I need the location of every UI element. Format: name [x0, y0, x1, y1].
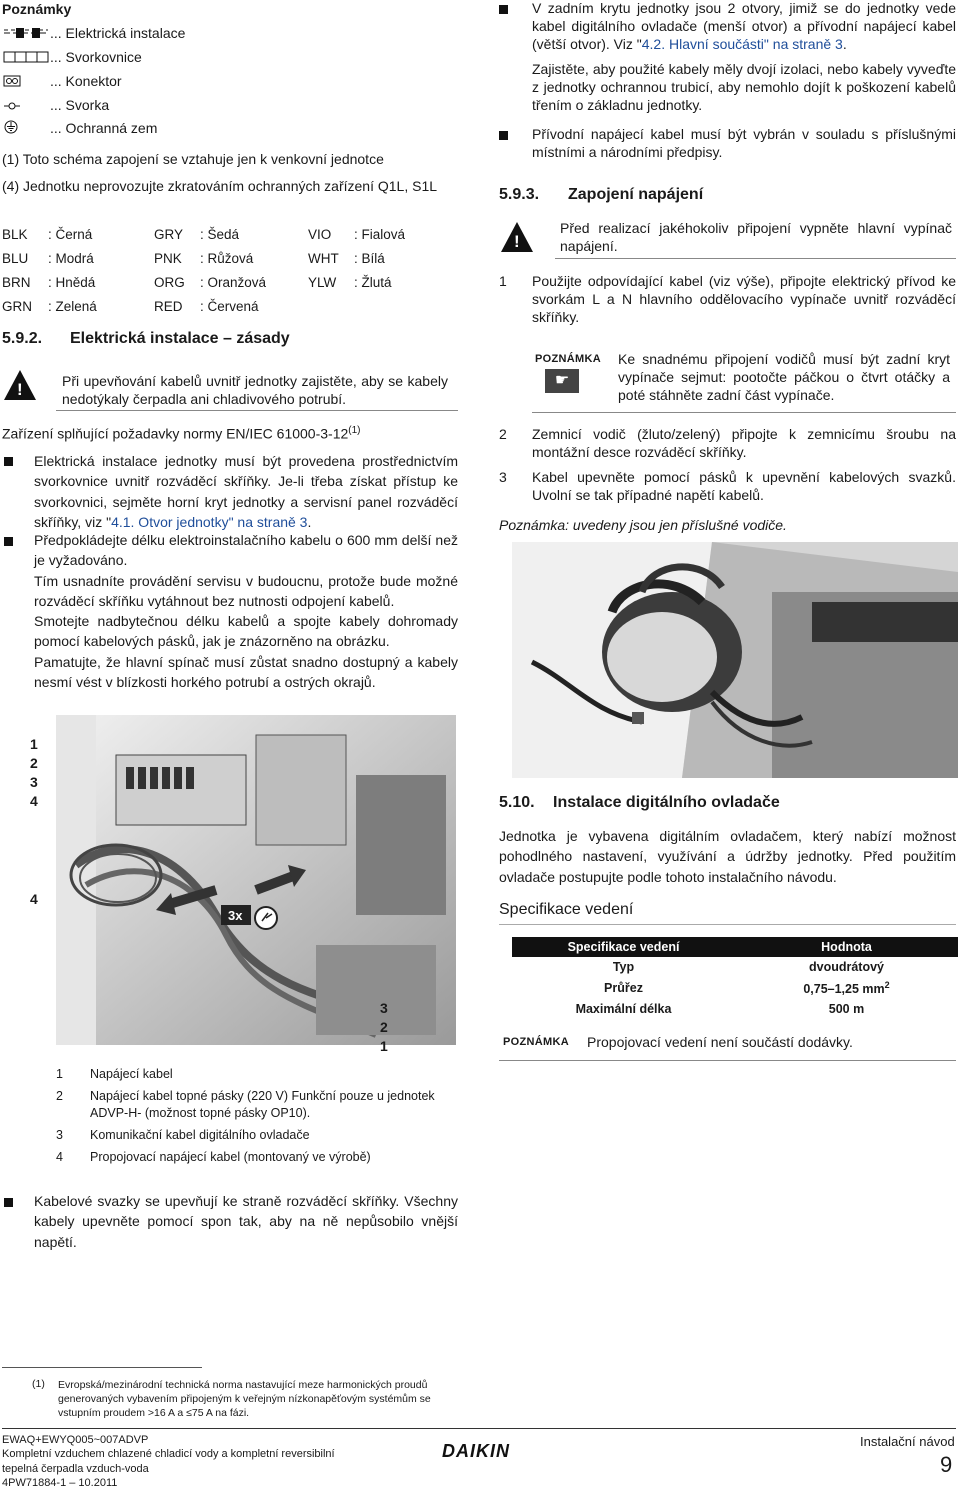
caption-item: [56, 1127, 456, 1143]
legend-text: ... Ochranná zem: [50, 120, 158, 136]
footer-info: [2, 1433, 335, 1490]
footer-description: Kompletní vzduchem chlazené chladicí vody a kompletní reversibilní: [2, 1448, 335, 1461]
bullet-icon: [499, 5, 508, 14]
legend-row: [2, 24, 185, 42]
table-header: Hodnota: [735, 937, 958, 957]
notes-heading: Poznámky: [2, 1, 72, 17]
bullet-text: [34, 530, 458, 692]
caption-text: Napájecí kabel: [90, 1067, 173, 1081]
norm-line: [2, 424, 361, 443]
table-row: [512, 978, 958, 999]
callout-label: 3: [380, 1000, 388, 1016]
step-number: 3: [499, 469, 507, 485]
intro-paragraph: Jednotka je vybavena digitálním ovladačem, který nabízí možnost pohodlného nastavení, využívání a údržby jednotky. Před použitím ovladače postupujte podle tohoto instalačního návodu.: [499, 828, 956, 885]
bullet-text: [34, 451, 458, 532]
step-text: Použijte odpovídající kabel (viz výše), připojte elektrický přívod ke svorkám L a N hlavního oddělovacího vypínače uvnitř rozváděcí skříňky.: [532, 273, 956, 326]
power-connection-photo: [512, 542, 958, 778]
spec-heading: Specifikace vedení: [499, 901, 634, 918]
table-header-row: [512, 937, 958, 957]
note-1: (1) Toto schéma zapojení se vztahuje jen k venkovní jednotce: [2, 151, 384, 167]
caption-number: 1: [56, 1067, 63, 1081]
table-cell: [735, 978, 958, 999]
wiring-photo: [56, 715, 456, 1045]
table-row: [512, 999, 958, 1019]
legend-row: [2, 96, 109, 114]
color-name: : Červená: [200, 299, 259, 314]
color-name: : Růžová: [200, 251, 254, 266]
table-cell: 500 m: [828, 1001, 865, 1016]
connector-icon: [2, 73, 50, 91]
bullet-icon: [4, 457, 13, 466]
color-name: : Hnědá: [48, 275, 96, 290]
color-name: : Modrá: [48, 251, 94, 266]
warning-icon: [4, 370, 36, 400]
step-number: 2: [499, 426, 507, 442]
divider: [532, 412, 956, 413]
callout-label: 4: [30, 891, 38, 907]
spec-table: [512, 937, 958, 1019]
callout-label: 2: [380, 1019, 388, 1035]
paragraph: Pamatujte, že hlavní spínač musí zůstat snadno dostupný a kabely nesmí vést v blízkosti horkého potrubí a ostrých okrajů.: [34, 653, 458, 691]
photo-tag: 3x: [228, 908, 243, 923]
photo-captions: [56, 1066, 456, 1165]
color-code: PNK: [154, 251, 182, 266]
paragraph: Smotejte nadbytečnou délku kabelů a spojte kabely dohromady pomocí kabelových pásků, jak je znázorněno na obrázku.: [34, 613, 458, 650]
bullet-icon: [4, 1198, 13, 1207]
photo-callouts: [30, 735, 38, 811]
color-name: : Šedá: [200, 227, 240, 242]
text-span: Elektrická instalace jednotky musí být provedena prostřednictvím svorkovnice uvnitř rozváděcí skříňky. Je-li třeba získat přístup ke svorkovnici, sejměte horní kryt jednotky a servisní panel rozváděcí skříňky, viz ": [34, 453, 458, 530]
paragraph: Předpokládejte délku elektroinstalačního kabelu o 600 mm delší než je vyžadováno.: [34, 532, 458, 569]
color-name: : Zelená: [48, 299, 97, 314]
footnote-ref[interactable]: (1): [348, 425, 361, 436]
color-code: BLK: [2, 227, 28, 242]
paragraph: Zajistěte, aby použité kabely měly dvojí izolaci, nebo kabely vyveďte z jednotky ochrannou trubicí, aby nemohlo dojít k poškození kabelů třením o základnu jednotky.: [532, 60, 956, 113]
table-row: [512, 957, 958, 977]
divider: [499, 924, 956, 925]
norm-text: Zařízení splňující požadavky normy EN/IEC 61000-3-12: [2, 425, 349, 442]
table-cell: dvoudrátový: [808, 960, 884, 975]
electrical-wiring-icon: [2, 25, 50, 43]
callout-label: 2: [30, 755, 38, 771]
caption-number: 2: [56, 1089, 63, 1104]
protective-earth-icon: [2, 120, 50, 138]
terminal-icon: [2, 97, 50, 115]
text-span: .: [307, 513, 312, 530]
footer-rule: [2, 1428, 956, 1429]
color-code: BRN: [2, 275, 31, 290]
section-title: Zapojení napájení: [568, 186, 704, 203]
divider: [499, 1060, 956, 1061]
callout-label: 3: [30, 774, 38, 790]
caption-text: Napájecí kabel topné pásky (220 V) Funkční pouze u jednotek ADVP-H- (možnost topné pásky OP10).: [90, 1089, 435, 1120]
legend-row: [2, 72, 122, 90]
color-code: YLW: [308, 275, 337, 290]
step-text: Zemnicí vodič (žluto/zelený) připojte k zemnicímu šroubu na montážní desce rozváděcí skříňky.: [532, 426, 956, 461]
legend-text: ... Konektor: [50, 73, 122, 89]
section-number: 5.9.2.: [2, 330, 43, 347]
footer-code: 4PW71884-1 – 10.2011: [2, 1476, 118, 1489]
bullet-text: [532, 0, 956, 114]
wiring-photo-illustration: [56, 715, 456, 1045]
table-cell: Typ: [612, 960, 635, 975]
color-name: : Oranžová: [200, 275, 267, 290]
divider: [555, 258, 956, 259]
pointing-hand-icon: ☛: [545, 369, 579, 393]
bullet-icon: [4, 537, 13, 546]
warning-icon: [501, 222, 533, 252]
legend-row: [2, 48, 142, 66]
color-code: WHT: [308, 251, 339, 266]
section-title: Instalace digitálního ovladače: [553, 794, 780, 811]
legend-row: [2, 119, 157, 137]
legend-text: ... Elektrická instalace: [50, 25, 186, 41]
footnote-number: (1): [32, 1378, 45, 1390]
footnote-text: Evropská/mezinárodní technická norma nastavující meze harmonických proudů generovaných vybavením připojeným k veřejným nízkonapěťovým systémům se vstupním proudem >16 A a ≤75 A na fázi.: [58, 1379, 431, 1420]
note-label: POZNÁMKA: [535, 353, 601, 365]
footer-description: tepelná čerpadla vzduch-voda: [2, 1462, 149, 1475]
divider: [56, 410, 458, 411]
warning-text: Před realizací jakéhokoliv připojení vypněte hlavní vypínač napájení.: [560, 220, 952, 255]
note-text: Propojovací vedení není součástí dodávky.: [587, 1034, 853, 1050]
text-span: V zadním krytu jednotky jsou 2 otvory, jimiž se do jednotky vede kabel digitálního ovladače (menší otvor) a přívodní napájecí kabel (větší otvor). Viz ": [532, 0, 956, 53]
color-code: GRN: [2, 299, 32, 314]
caption-item: [56, 1149, 456, 1165]
color-name: : Žlutá: [354, 275, 392, 290]
superscript: 2: [884, 979, 890, 990]
doc-type: Instalační návod: [860, 1434, 955, 1449]
note-4: (4) Jednotku neprovozujte zkratováním ochranných zařízení Q1L, S1L: [2, 178, 438, 194]
caption-item: [56, 1088, 456, 1121]
diagram-callouts: [380, 999, 388, 1056]
cross-reference-link[interactable]: 4.1. Otvor jednotky" na straně 3: [111, 513, 308, 530]
terminal-block-icon: [2, 49, 50, 67]
note-label: POZNÁMKA: [503, 1036, 569, 1048]
color-code: BLU: [2, 251, 29, 266]
brand-logo: DAIKIN: [442, 1441, 510, 1461]
italic-note: Poznámka: uvedeny jsou jen příslušné vodiče.: [499, 517, 787, 533]
color-name: : Bílá: [354, 251, 385, 266]
legend-text: ... Svorka: [50, 97, 110, 113]
caption-number: 4: [56, 1150, 63, 1164]
color-name: : Černá: [48, 227, 93, 242]
cell-value: 0,75–1,25 mm: [803, 981, 885, 996]
caption-text: Propojovací napájecí kabel (montovaný ve výrobě): [90, 1150, 371, 1164]
table-cell: Průřez: [604, 981, 643, 996]
callout-label: 1: [380, 1038, 388, 1054]
section-title: Elektrická instalace – zásady: [70, 330, 290, 347]
color-code: GRY: [154, 227, 184, 242]
caption-item: [56, 1066, 456, 1082]
bullet-text: Kabelové svazky se upevňují ke straně rozváděcí skříňky. Všechny kabely upevněte pomocí spon tak, aby na ně nepůsobilo vnější napětí.: [34, 1193, 458, 1250]
cross-reference-link[interactable]: 4.2. Hlavní součásti" na straně 3: [641, 36, 843, 53]
legend-text: ... Svorkovnice: [50, 49, 142, 65]
paragraph: Tím usnadníte provádění servisu v budoucnu, protože bude možné rozváděcí skříňku vytáhnout bez nutnosti odpojení kabelů.: [34, 572, 458, 609]
footer-model: EWAQ+EWYQ005~007ADVP: [2, 1434, 149, 1446]
color-name: : Fialová: [354, 227, 406, 242]
section-number: 5.9.3.: [499, 186, 540, 203]
section-number: 5.10.: [499, 794, 535, 811]
text-span: .: [842, 36, 847, 53]
bullet-icon: [499, 131, 508, 140]
page-number: 9: [940, 1452, 953, 1477]
table-header: Specifikace vedení: [512, 937, 735, 957]
caption-number: 3: [56, 1127, 63, 1142]
color-code: VIO: [308, 227, 332, 242]
step-number: 1: [499, 273, 507, 289]
caption-text: Komunikační kabel digitálního ovladače: [90, 1127, 310, 1142]
color-code: RED: [154, 299, 183, 314]
bullet-text: Přívodní napájecí kabel musí být vybrán v souladu s příslušnými místními a národními předpisy.: [532, 126, 956, 161]
note-text: Ke snadnému připojení vodičů musí být zadní kryt vypínače sejmut: pootočte páčkou o čtvrt otáčky a poté stáhněte zadní část vypínače.: [618, 351, 950, 404]
callout-label: 1: [30, 736, 38, 752]
footnote-divider: [2, 1367, 202, 1368]
callout-label: 4: [30, 793, 38, 809]
color-code: ORG: [154, 275, 185, 290]
step-text: Kabel upevněte pomocí pásků k upevnění kabelových svazků. Uvolní se tak případné napětí kabelů.: [532, 469, 956, 504]
power-connection-illustration: [512, 542, 958, 778]
table-cell: Maximální délka: [575, 1001, 672, 1016]
warning-text: Při upevňování kabelů uvnitř jednotky zajistěte, aby se kabely nedotýkaly čerpadla ani chladivového potrubí.: [62, 373, 448, 408]
